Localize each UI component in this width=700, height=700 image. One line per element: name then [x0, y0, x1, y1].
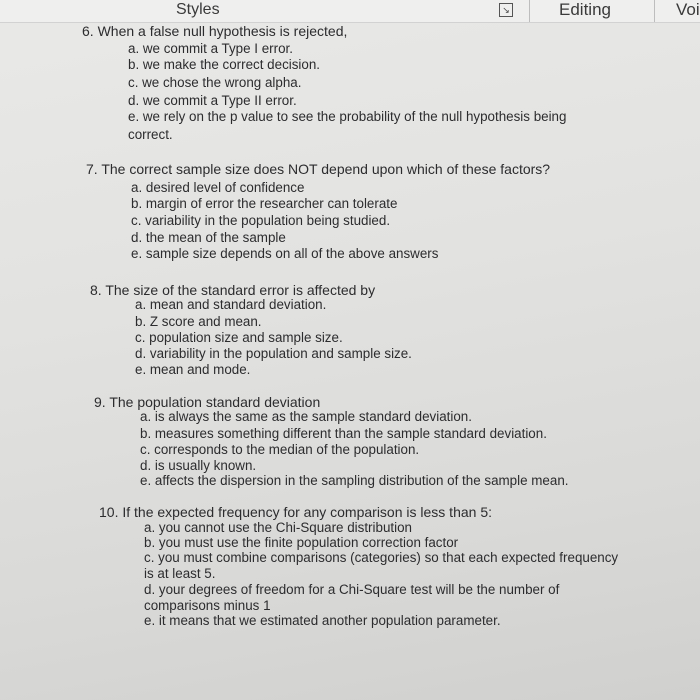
question-10-option-d: d. your degrees of freedom for a Chi-Square test will be the number of [144, 582, 560, 597]
question-8-option-c: c. population size and sample size. [135, 330, 343, 345]
question-9-option-e: e. affects the dispersion in the sampling distribution of the sample mean. [140, 473, 569, 488]
question-10-option-b: b. you must use the finite population correction factor [144, 535, 459, 550]
question-6-stem: 6. When a false null hypothesis is rejected, [82, 23, 348, 39]
editing-group-label[interactable]: Editing [559, 0, 611, 19]
question-9-option-c: c. corresponds to the median of the population. [140, 442, 420, 457]
question-10-option-e: e. it means that we estimated another population parameter. [144, 613, 501, 628]
question-10-option-c: c. you must combine comparisons (categories) so that each expected frequency [144, 550, 619, 565]
question-6-option-e-cont: correct. [128, 127, 173, 142]
question-7-option-d: d. the mean of the sample [131, 230, 286, 245]
question-9-stem: 9. The population standard deviation [94, 394, 321, 410]
question-9-option-b: b. measures something different than the sample standard deviation. [140, 426, 547, 441]
ribbon-divider [654, 0, 655, 22]
question-9-option-d: d. is usually known. [140, 458, 257, 473]
ribbon-divider [529, 0, 530, 22]
question-10-option-c-cont: is at least 5. [144, 566, 216, 581]
question-6-option-e: e. we rely on the p value to see the probability of the null hypothesis being [128, 109, 567, 124]
voice-group-label[interactable]: Voi [676, 0, 700, 19]
question-7-stem: 7. The correct sample size does NOT depend upon which of these factors? [86, 161, 551, 177]
question-9-option-a: a. is always the same as the sample standard deviation. [140, 409, 472, 424]
question-8-option-e: e. mean and mode. [135, 362, 251, 377]
dialog-launcher-icon[interactable]: ↘ [499, 3, 513, 17]
styles-group-label[interactable]: Styles [176, 1, 220, 18]
question-7-option-b: b. margin of error the researcher can tolerate [131, 196, 398, 211]
question-10-stem: 10. If the expected frequency for any comparison is less than 5: [99, 504, 492, 520]
question-8-stem: 8. The size of the standard error is affected by [90, 282, 376, 298]
question-10-option-d-cont: comparisons minus 1 [144, 598, 271, 613]
question-6-option-b: b. we make the correct decision. [128, 57, 321, 72]
question-7-option-c: c. variability in the population being studied. [131, 213, 391, 228]
question-7-option-a: a. desired level of confidence [131, 180, 305, 195]
question-6-option-a: a. we commit a Type I error. [128, 41, 293, 56]
ribbon-toolbar [0, 0, 700, 23]
question-7-option-e: e. sample size depends on all of the above answers [131, 246, 439, 261]
question-6-option-d: d. we commit a Type II error. [128, 93, 297, 108]
question-10-option-a: a. you cannot use the Chi-Square distribution [144, 520, 412, 535]
question-6-option-c: c. we chose the wrong alpha. [128, 75, 302, 90]
question-8-option-d: d. variability in the population and sample size. [135, 346, 412, 361]
question-8-option-b: b. Z score and mean. [135, 314, 262, 329]
question-8-option-a: a. mean and standard deviation. [135, 297, 327, 312]
